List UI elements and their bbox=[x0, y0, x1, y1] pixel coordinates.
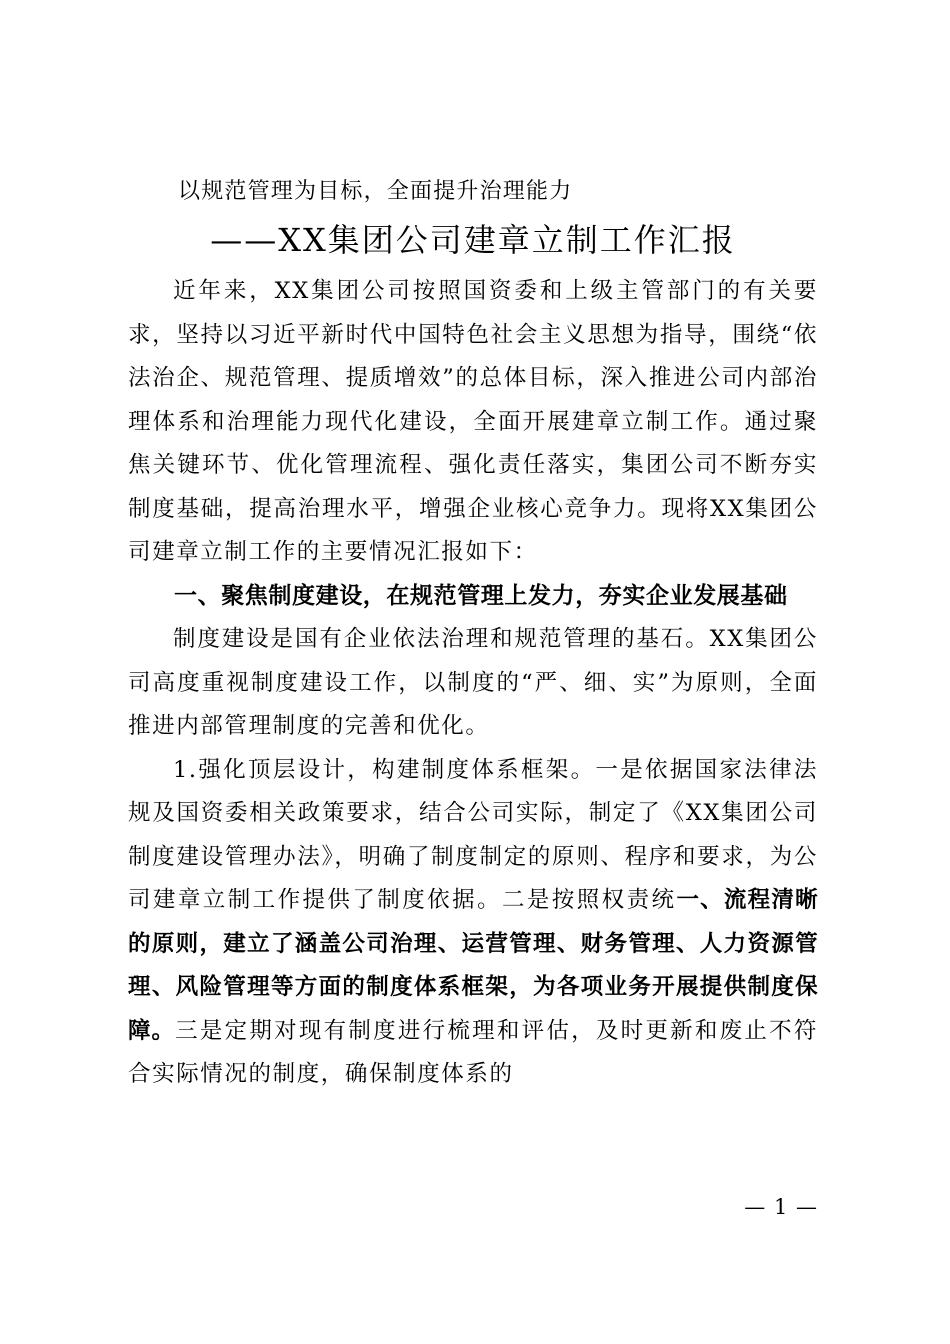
item-1-text-start: 1.强化顶层设计，构建制度体系框架。一是依据国家法律法规及国资委相关政策要求，结合公司实际，制定了《XX集团公司制度建设管理办法》，明确了制度制定的原则、程序和要求，为公司建章立制工作提供了制度依据。二是按照权责统 bbox=[128, 756, 818, 913]
item-1-text-end: 三是定期对现有制度进行梳理和评估，及时更新和废止不符合实际情况的制度，确保制度体系的 bbox=[128, 1017, 818, 1087]
document-subtitle: 以规范管理为目标，全面提升治理能力 bbox=[178, 179, 573, 204]
section-1-paragraph: 制度建设是国有企业依法治理和规范管理的基石。XX集团公司高度重视制度建设工作，以制度的“严、细、实”为原则，全面推进内部管理制度的完善和优化。 bbox=[128, 626, 818, 739]
item-1-paragraph bbox=[128, 749, 818, 1097]
document-title: ——XX集团公司建章立制工作汇报 bbox=[210, 221, 736, 259]
page-number: — 1 — bbox=[744, 1195, 818, 1219]
document-page bbox=[128, 172, 818, 1097]
intro-paragraph: 近年来，XX集团公司按照国资委和上级主管部门的有关要求，坚持以习近平新时代中国特色社会主义思想为指导，围绕“依法治企、规范管理、提质增效”的总体目标，深入推进公司内部治理体系和治理能力现代化建设，全面开展建章立制工作。通过聚焦关键环节、优化管理流程、强化责任落实，集团公司不断夯实制度基础，提高治理水平，增强企业核心竞争力。现将XX集团公司建章立制工作的主要情况汇报如下： bbox=[128, 278, 818, 565]
item-1-bold-text: 一、流程清晰的原则，建立了涵盖公司治理、运营管理、财务管理、人力资源管理、风险管理等方面的制度体系框架，为各项业务开展提供制度保障。 bbox=[128, 887, 819, 1044]
section-1-heading: 一、聚焦制度建设，在规范管理上发力，夯实企业发展基础 bbox=[174, 582, 788, 609]
